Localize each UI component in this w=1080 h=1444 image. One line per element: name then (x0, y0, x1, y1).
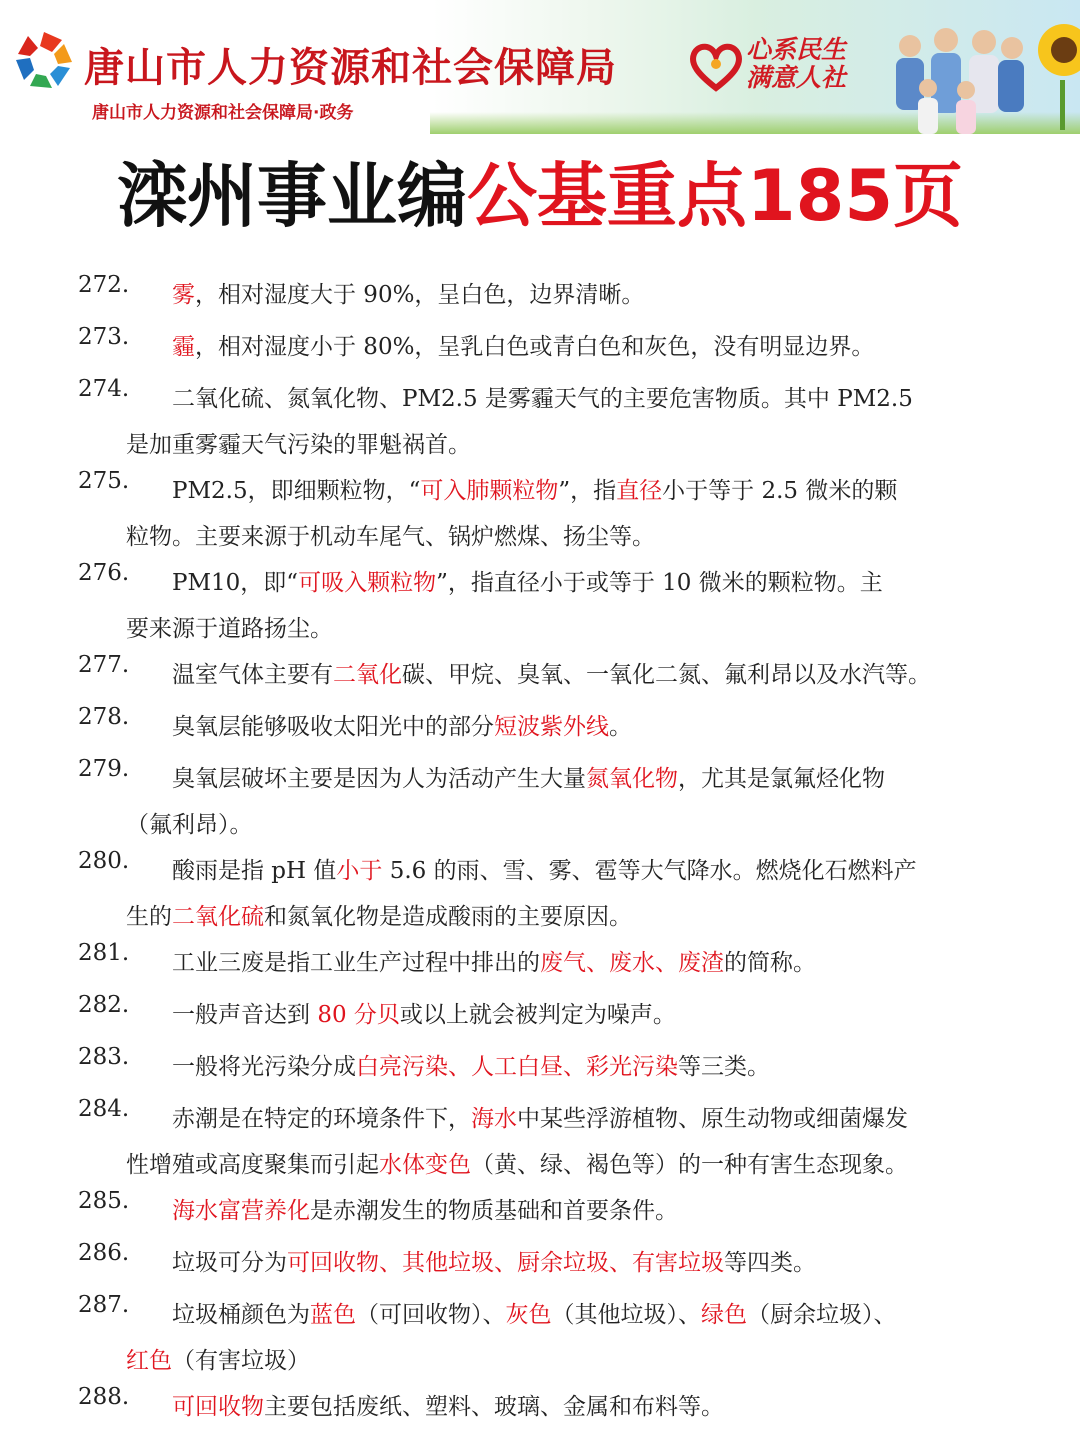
body-text: ”，指直径小于或等于 10 微米的颗粒物。主 (436, 570, 883, 596)
item-number: 275. (78, 468, 130, 494)
body-text: 是加重雾霾天气污染的罪魁祸首。 (126, 432, 471, 458)
item-number: 281. (78, 940, 130, 966)
body-text: ，尤其是氯氟烃化物 (678, 766, 885, 792)
body-text: 垃圾桶颜色为 (172, 1302, 310, 1328)
item-number: 273. (78, 324, 130, 350)
body-text: PM10，即“ (172, 570, 299, 596)
body-text: ”，指 (558, 478, 617, 504)
sunflower-decoration (1030, 10, 1080, 130)
title-part-red: 公基重点185页 (466, 155, 964, 237)
highlight-text: 海水 (471, 1106, 517, 1132)
highlight-text: 小于 (336, 858, 383, 884)
item-text-line (126, 1384, 1006, 1430)
body-text: 碳、甲烷、臭氧、一氧化二氮、氟利昂以及水汽等。 (402, 662, 931, 688)
item-number: 285. (78, 1188, 130, 1214)
highlight-text: 二氧化 (333, 662, 402, 688)
item-text-line (126, 1240, 1006, 1286)
body-text: 中某些浮游植物、原生动物或细菌爆发 (517, 1106, 908, 1132)
item-text-line (126, 272, 1006, 318)
highlight-text: 氮氧化物 (586, 766, 678, 792)
body-text: （可回收物）、 (356, 1302, 506, 1328)
item-number: 279. (78, 756, 130, 782)
item-text-line (126, 514, 1006, 560)
body-text: 工业三废是指工业生产过程中排出的 (172, 950, 540, 976)
highlight-text: 雾 (172, 282, 195, 308)
item-text-line (126, 1338, 1006, 1384)
body-text: （厨余垃圾）、 (747, 1302, 897, 1328)
item-number: 278. (78, 704, 130, 730)
item-text-line (126, 376, 1006, 422)
item-text-line (126, 1142, 1006, 1188)
page-title (0, 150, 1080, 242)
item-text-line (126, 1292, 1006, 1338)
body-text: 酸雨是指 pH 值 (172, 858, 337, 884)
item-text-line (126, 802, 1006, 848)
body-text: 的简称。 (724, 950, 816, 976)
body-text: 一般声音达到 (172, 1002, 318, 1028)
slogan-line-2: 满意人社 (746, 63, 847, 92)
list-item (0, 324, 1006, 370)
body-text: 或以上就会被判定为噪声。 (399, 1002, 676, 1028)
body-text: 是赤潮发生的物质基础和首要条件。 (310, 1198, 678, 1224)
body-text: 小于等于 2.5 微米的颗 (662, 478, 898, 504)
body-text: 臭氧层破坏主要是因为人为活动产生大量 (172, 766, 586, 792)
list-item (0, 1096, 1006, 1188)
body-text: （黄、绿、褐色等）的一种有害生态现象。 (471, 1152, 908, 1178)
body-text: 等四类。 (724, 1250, 816, 1276)
item-number: 276. (78, 560, 130, 586)
item-number: 283. (78, 1044, 130, 1070)
item-text-line (126, 848, 1006, 894)
item-text-line (126, 1044, 1006, 1090)
highlight-text: 白亮污染、人工白昼、彩光污染 (356, 1054, 678, 1080)
highlight-text: 绿色 (701, 1302, 747, 1328)
highlight-text: 可回收物、其他垃圾、厨余垃圾、有害垃圾 (287, 1250, 724, 1276)
item-text-line (126, 1096, 1006, 1142)
item-text-line (126, 468, 1006, 514)
body-text: ，相对湿度大于 90%，呈白色，边界清晰。 (195, 282, 645, 308)
item-text-line (126, 652, 1006, 698)
highlight-text: 水体变色 (379, 1152, 471, 1178)
item-text-line (126, 992, 1006, 1038)
body-text: ，相对湿度小于 80%，呈乳白色或青白色和灰色，没有明显边界。 (195, 334, 875, 360)
item-number: 286. (78, 1240, 130, 1266)
body-text: 臭氧层能够吸收太阳光中的部分 (172, 714, 494, 740)
list-item (0, 652, 1006, 698)
body-text: 等三类。 (678, 1054, 770, 1080)
item-text-line (126, 606, 1006, 652)
item-text-line (126, 422, 1006, 468)
list-item (0, 756, 1006, 848)
list-item (0, 1384, 1006, 1430)
list-item (0, 1240, 1006, 1286)
highlight-text: 海水富营养化 (172, 1198, 310, 1224)
list-item (0, 848, 1006, 940)
list-item (0, 1188, 1006, 1234)
body-text: 和氮氧化物是造成酸雨的主要原因。 (264, 904, 632, 930)
body-text: （有害垃圾） (172, 1348, 310, 1374)
org-name: 唐山市人力资源和社会保障局 (84, 45, 617, 91)
body-text: 性增殖或高度聚集而引起 (126, 1152, 379, 1178)
highlight-text: 红色 (126, 1348, 172, 1374)
list-item (0, 468, 1006, 560)
list-item (0, 940, 1006, 986)
body-text: PM2.5，即细颗粒物，“ (172, 478, 421, 504)
item-number: 272. (78, 272, 130, 298)
item-text-line (126, 560, 1006, 606)
item-number: 287. (78, 1292, 130, 1318)
body-text: 主要包括废纸、塑料、玻璃、金属和布料等。 (264, 1394, 724, 1420)
list-item (0, 272, 1006, 318)
highlight-text: 废气、废水、废渣 (540, 950, 724, 976)
body-text: 粒物。主要来源于机动车尾气、锅炉燃煤、扬尘等。 (126, 524, 655, 550)
body-text: 。 (609, 714, 632, 740)
list-item (0, 1044, 1006, 1090)
body-text: （其他垃圾）、 (551, 1302, 701, 1328)
body-text: 温室气体主要有 (172, 662, 333, 688)
slogan-line-1: 心系民生 (746, 35, 847, 64)
tangshan-hrss-logo-icon (12, 28, 76, 92)
item-text-line (126, 940, 1006, 986)
highlight-text: 可回收物 (172, 1394, 264, 1420)
body-text: 一般将光污染分成 (172, 1054, 356, 1080)
highlight-text: 短波紫外线 (494, 714, 609, 740)
highlight-text: 二氧化硫 (172, 904, 264, 930)
highlight-text: 80 分贝 (317, 1002, 400, 1028)
item-number: 274. (78, 376, 130, 402)
body-text: （氟利昂）。 (126, 812, 253, 838)
body-text: 二氧化硫、氮氧化物、PM2.5 是雾霾天气的主要危害物质。其中 PM2.5 (172, 386, 913, 412)
highlight-text: 直径 (616, 478, 663, 504)
item-text-line (126, 1188, 1006, 1234)
body-text: 赤潮是在特定的环境条件下， (172, 1106, 471, 1132)
item-text-line (126, 894, 1006, 940)
item-text-line (126, 756, 1006, 802)
title-part-black: 滦州事业编 (116, 155, 467, 237)
list-item (0, 704, 1006, 750)
list-item (0, 376, 1006, 468)
highlight-text: 可吸入颗粒物 (298, 570, 437, 596)
highlight-text: 霾 (172, 334, 195, 360)
header-banner (0, 0, 1080, 134)
item-number: 284. (78, 1096, 130, 1122)
highlight-text: 灰色 (505, 1302, 552, 1328)
list-item (0, 560, 1006, 652)
highlight-text: 蓝色 (310, 1302, 356, 1328)
item-number: 277. (78, 652, 130, 678)
item-number: 282. (78, 992, 130, 1018)
body-text: 生的 (126, 904, 172, 930)
item-text-line (126, 324, 1006, 370)
list-item (0, 1292, 1006, 1384)
content-list (0, 272, 1080, 1430)
heart-icon (688, 40, 744, 92)
item-text-line (126, 704, 1006, 750)
highlight-text: 可入肺颗粒物 (420, 478, 559, 504)
slogan (746, 36, 846, 92)
family-photo (880, 18, 1030, 134)
org-subtitle: 唐山市人力资源和社会保障局·政务 (92, 103, 354, 123)
body-text: 5.6 的雨、雪、雾、雹等大气降水。燃烧化石燃料产 (382, 858, 917, 884)
body-text: 要来源于道路扬尘。 (126, 616, 333, 642)
body-text: 垃圾可分为 (172, 1250, 287, 1276)
item-number: 280. (78, 848, 130, 874)
item-number: 288. (78, 1384, 130, 1410)
list-item (0, 992, 1006, 1038)
